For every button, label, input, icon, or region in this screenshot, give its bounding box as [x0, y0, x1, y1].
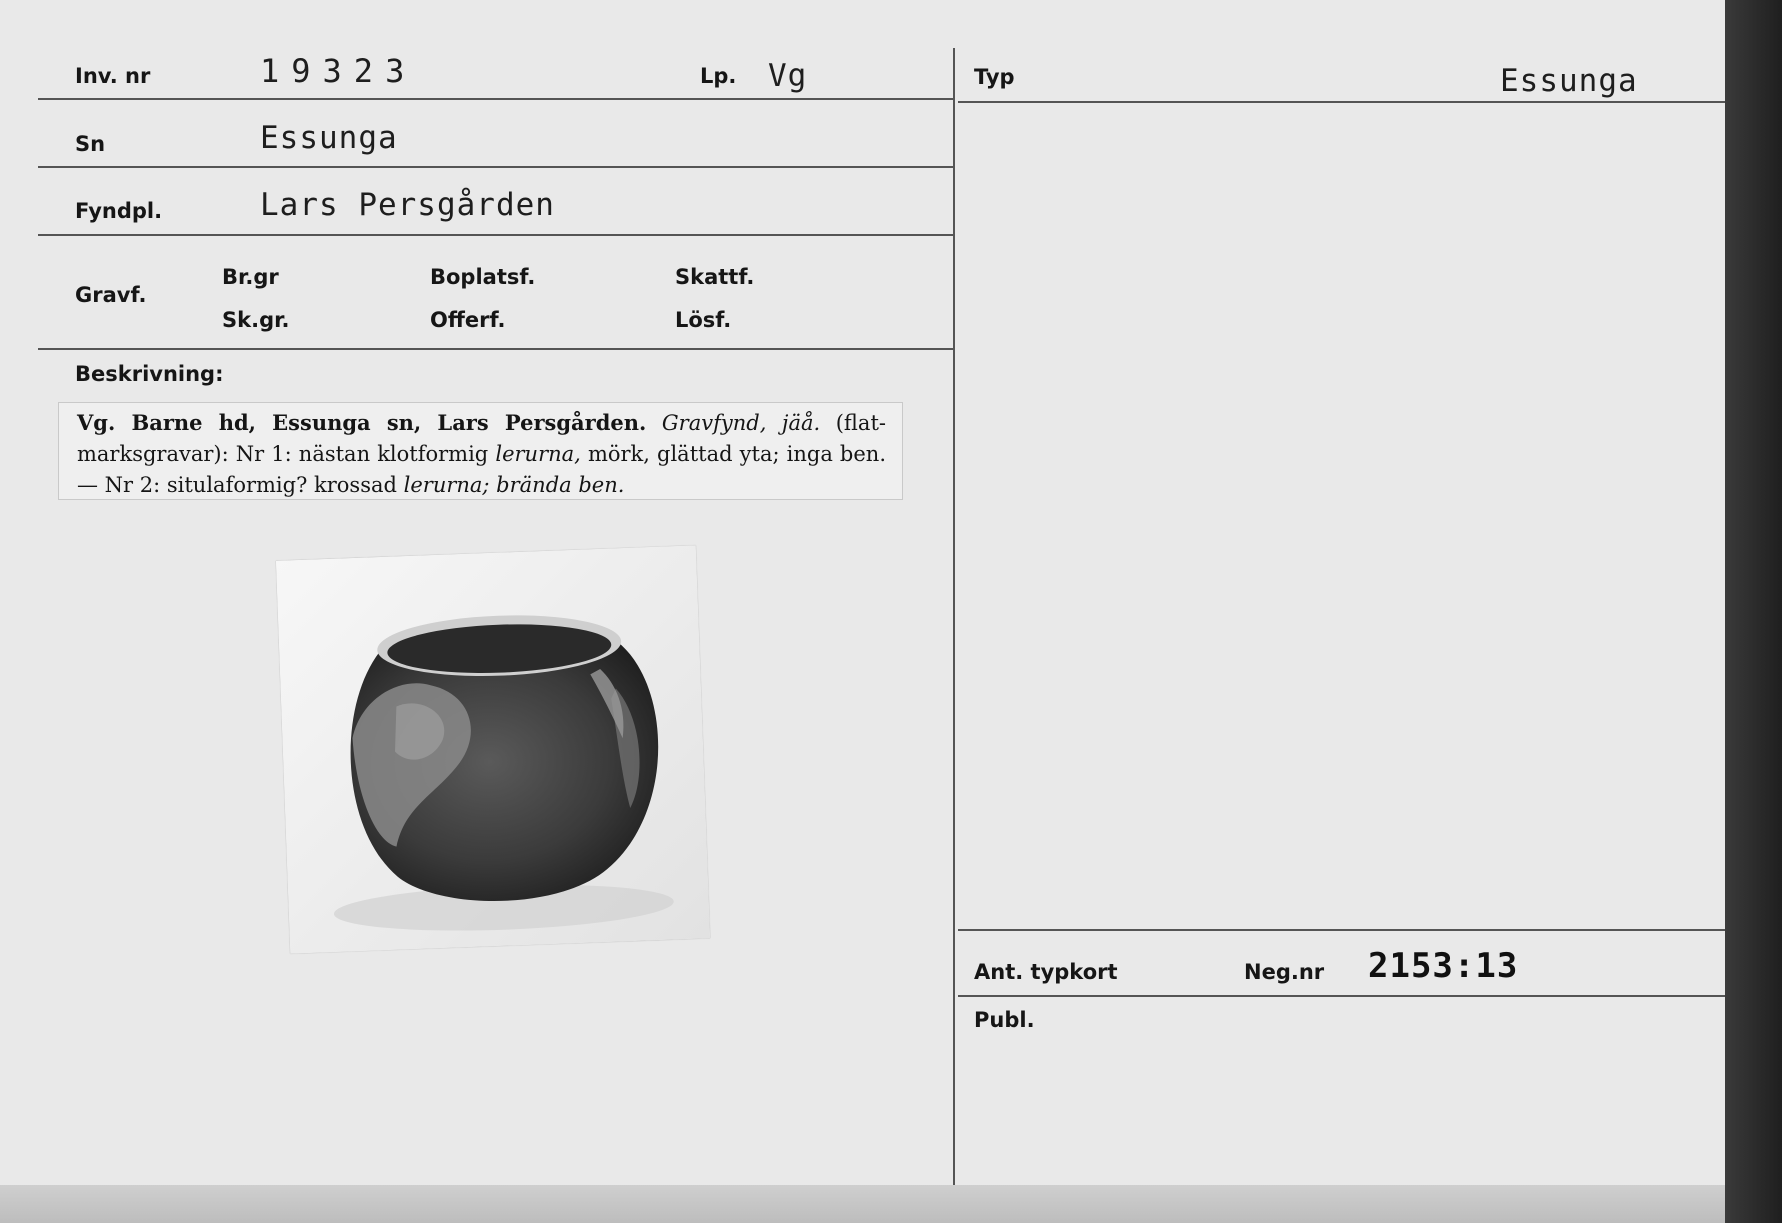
rule-gravf [38, 348, 953, 350]
skattf-label: Skattf. [675, 265, 755, 289]
urn-image [276, 545, 710, 953]
sn-value: Essunga [260, 120, 398, 156]
losf-label: Lösf. [675, 308, 732, 332]
desc-locality: Vg. Barne hd, Essunga sn, Lars Persgården. [77, 410, 647, 435]
boplatsf-label: Boplatsf. [430, 265, 536, 289]
gravf-label: Gravf. [75, 283, 147, 307]
fyndpl-value: Lars Persgården [260, 187, 555, 223]
desc-find-type: Gravfynd, jäå. [661, 411, 821, 435]
br-gr-label: Br.gr [222, 265, 279, 289]
rule-inv [38, 98, 953, 100]
typ-value: Essunga [1500, 63, 1638, 99]
beskrivning-label: Beskrivning: [75, 362, 224, 386]
rule-fyndpl [38, 234, 953, 236]
rule-ant-typkort [958, 929, 1725, 931]
lp-value: Vg [768, 58, 808, 94]
description-slip [58, 402, 903, 500]
lp-label: Lp. [700, 64, 737, 88]
typ-label: Typ [974, 65, 1015, 89]
inv-nr-value: 19323 [260, 52, 417, 90]
offerf-label: Offerf. [430, 308, 506, 332]
neg-nr-label: Neg.nr [1244, 960, 1325, 984]
card-edge-right [1725, 0, 1782, 1223]
publ-label: Publ. [974, 1008, 1035, 1032]
sk-gr-label: Sk.gr. [222, 308, 290, 332]
inv-nr-label: Inv. nr [75, 64, 151, 88]
card-edge-bottom [0, 1185, 1782, 1223]
rule-typ [958, 101, 1725, 103]
sn-label: Sn [75, 132, 106, 156]
desc-text-2: mörk, glättad yta; inga ben. — Nr 2: situlaformig? krossad [77, 442, 887, 497]
column-divider [953, 48, 955, 1185]
rule-neg [958, 995, 1725, 997]
ant-typkort-label: Ant. typkort [974, 960, 1118, 984]
fyndpl-label: Fyndpl. [75, 199, 163, 223]
desc-object-1: lerurna, [495, 442, 581, 466]
urn-photo [276, 545, 710, 953]
desc-object-2: lerurna; brända ben. [403, 473, 625, 497]
rule-sn [38, 166, 953, 168]
neg-nr-value: 2153:13 [1368, 946, 1519, 986]
desc-text-1: (flat-marksgravar): Nr 1: nästan klotformig [77, 411, 886, 466]
